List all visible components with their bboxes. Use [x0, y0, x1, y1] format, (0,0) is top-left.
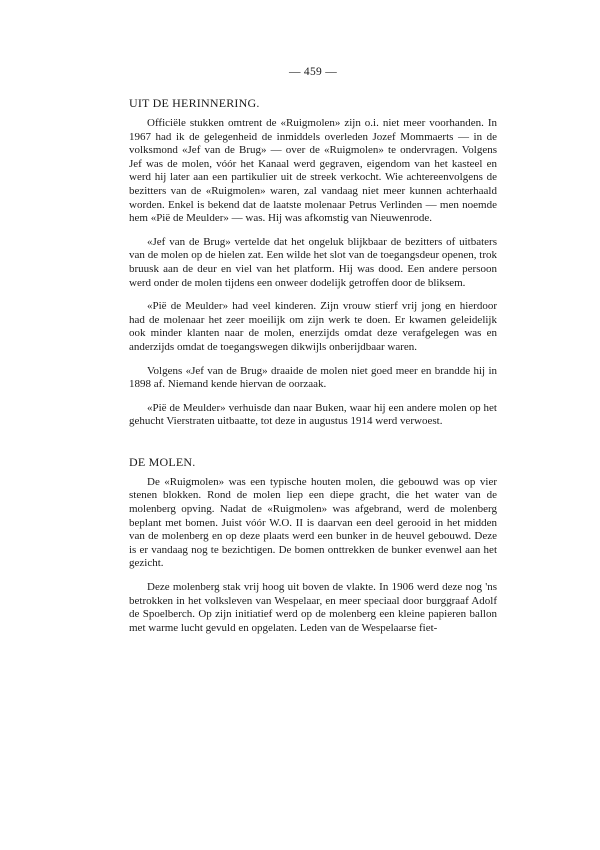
section-uit-de-herinnering	[129, 96, 497, 429]
paragraph: «Pië de Meulder» had veel kinderen. Zijn vrouw stierf vrij jong en hierdoor had de molenaar het zeer moeilijk om zijn werk te doen. Er kwamen geleidelijk ook minder klanten naar de molen, enerzijds omdat deze verafgelegen was en anderzijds omdat de toegangswegen dikwijls onberijdbaar waren.	[129, 300, 497, 353]
paragraph: Officiële stukken omtrent de «Ruigmolen» zijn o.i. niet meer voorhanden. In 1967 had ik de gelegenheid de inmiddels overleden Jozef Mommaerts — in de volksmond «Jef van de Brug» — over de «Ruigmolen» te ondervragen. Volgens Jef was de molen, vóór het Kanaal werd gegraven, eigendom van het kasteel en werd hij later aan een partikulier uit de streek verkocht. Wie achtereenvolgens de bezitters van de «Ruigmolen» waren, zal vandaag niet meer kunnen achterhaald worden. Enkel is bekend dat de laatste molenaar Petrus Verlinden — men noemde hem «Pië de Meulder» — was. Hij was afkomstig van Nieuwenrode.	[129, 117, 497, 225]
section-heading: UIT DE HERINNERING.	[129, 96, 260, 110]
section-de-molen	[129, 455, 497, 636]
page-number: — 459 —	[288, 66, 338, 78]
section-heading: DE MOLEN.	[129, 454, 196, 469]
paragraph: De «Ruigmolen» was een typische houten molen, die gebouwd was op vier stenen blokken. Rond de molen liep een diepe gracht, die het water van de molenberg opving. Nadat de «Ruigmolen» was afgebrand, werd de molenberg beplant met bomen. Juist vóór W.O. II is daarvan een deel gerooid in het midden van de molenberg en op deze plaats werd een bunker in de heuvel gebouwd. Deze is er vandaag nog te bezichtigen. De bomen onttrekken de bunker evenwel aan het gezicht.	[129, 475, 497, 570]
paragraph: «Jef van de Brug» vertelde dat het ongeluk blijkbaar de bezitters of uitbaters van de molen op de hielen zat. Een wilde het slot van de toegangsdeur openen, trok bruusk aan de deur en viel van het platform. Hij was dood. Een andere persoon werd onder de molen tijdens een onweer dodelijk getroffen door de bliksem.	[129, 235, 497, 289]
document-page	[129, 66, 497, 645]
paragraph: Deze molenberg stak vrij hoog uit boven de vlakte. In 1906 werd deze nog 'ns betrokken in het volksleven van Wespelaar, en meer speciaal door burggraaf Adolf de Spoelberch. Op zijn initiatief werd op de molenberg een kleine papieren ballon met warme lucht gevuld en opgelaten. Leden van de Wespelaarse fiet-	[129, 581, 497, 634]
paragraph: Volgens «Jef van de Brug» draaide de molen niet goed meer en brandde hij in 1898 af. Niemand kende hiervan de oorzaak.	[129, 364, 497, 391]
paragraph: «Pië de Meulder» verhuisde dan naar Buken, waar hij een andere molen op het gehucht Vierstraten uitbaatte, tot deze in augustus 1914 werd verwoest.	[129, 401, 497, 428]
